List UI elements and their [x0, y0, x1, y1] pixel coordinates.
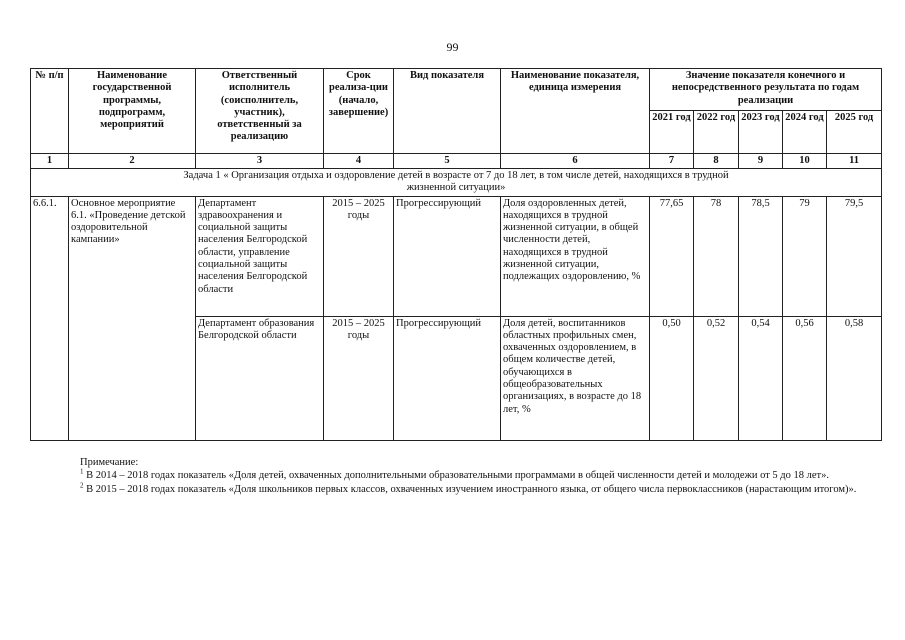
column-number: 1	[31, 154, 69, 169]
header-year-2022: 2022 год	[694, 111, 739, 154]
column-number: 2	[69, 154, 196, 169]
header-indicator-name: Наименование показателя, единица измерения	[501, 69, 650, 154]
column-number: 8	[694, 154, 739, 169]
notes-header: Примечание:	[80, 457, 139, 468]
task-title: Задача 1 « Организация отдыха и оздоровление детей в возрасте от 7 до 18 лет, в том числе детей, находящихся в трудной жизненной ситуации»	[31, 169, 882, 197]
notes-section	[40, 456, 878, 496]
header-program: Наименование государственной программы, подпрограмм, мероприятий	[69, 69, 196, 154]
header-indicator-type: Вид показателя	[394, 69, 501, 154]
column-numbers-row	[31, 154, 882, 169]
header-year-2021: 2021 год	[650, 111, 694, 154]
note-item	[40, 483, 878, 496]
indicator-type-cell: Прогрессирующий	[394, 316, 501, 440]
header-year-2023: 2023 год	[739, 111, 783, 154]
header-values-group: Значение показателя конечного и непосредственного результата по годам реализации	[650, 69, 882, 111]
executor-cell: Департамент здравоохранения и социальной защиты населения Белгородской области, управление социальной защиты населения Белгородской области	[196, 196, 324, 316]
value-2022: 0,52	[694, 316, 739, 440]
value-2022: 78	[694, 196, 739, 316]
column-number: 11	[827, 154, 882, 169]
period-cell: 2015 – 2025 годы	[324, 196, 394, 316]
note-mark: 1	[80, 467, 84, 476]
note-mark: 2	[80, 481, 84, 490]
indicator-type-cell: Прогрессирующий	[394, 196, 501, 316]
value-2021: 0,50	[650, 316, 694, 440]
page-number: 99	[446, 40, 459, 54]
value-2023: 78,5	[739, 196, 783, 316]
value-2023: 0,54	[739, 316, 783, 440]
executor-cell: Департамент образования Белгородской области	[196, 316, 324, 440]
column-number: 5	[394, 154, 501, 169]
value-2025: 0,58	[827, 316, 882, 440]
value-2024: 79	[783, 196, 827, 316]
indicators-table	[30, 68, 882, 441]
table-row	[31, 196, 882, 316]
measure-number: 6.6.1.	[31, 196, 69, 440]
note-text: В 2015 – 2018 годах показатель «Доля школьников первых классов, охваченных изучением иностранного языка, от общего числа первоклассников (нарастающим итогом)».	[86, 483, 857, 495]
measure-name: Основное мероприятие 6.1. «Проведение детской оздоровительной кампании»	[69, 196, 196, 440]
indicator-name-cell: Доля детей, воспитанников областных профильных смен, охваченных оздоровлением, в общем количестве детей, обучающихся в общеобразовательных организациях, в возрасте до 18 лет, %	[501, 316, 650, 440]
column-number: 7	[650, 154, 694, 169]
period-cell: 2015 – 2025 годы	[324, 316, 394, 440]
header-period: Срок реализа-ции (начало, завершение)	[324, 69, 394, 154]
column-number: 6	[501, 154, 650, 169]
header-year-2025: 2025 год	[827, 111, 882, 154]
column-number: 10	[783, 154, 827, 169]
indicator-name-cell: Доля оздоровленных детей, находящихся в трудной жизненной ситуации, в общей численности детей, находящихся в трудной жизненной ситуации, подлежащих оздоровлению, %	[501, 196, 650, 316]
value-2025: 79,5	[827, 196, 882, 316]
column-number: 3	[196, 154, 324, 169]
note-item	[40, 469, 878, 482]
header-year-2024: 2024 год	[783, 111, 827, 154]
header-executor: Ответственный исполнитель (соисполнитель, участник), ответственный за реализацию	[196, 69, 324, 154]
column-number: 4	[324, 154, 394, 169]
note-text: В 2014 – 2018 годах показатель «Доля детей, охваченных дополнительными образовательными программами в общей численности детей и молодежи от 5 до 18 лет».	[86, 470, 829, 482]
task-row	[31, 169, 882, 197]
value-2021: 77,65	[650, 196, 694, 316]
header-num: № п/п	[31, 69, 69, 154]
value-2024: 0,56	[783, 316, 827, 440]
column-number: 9	[739, 154, 783, 169]
